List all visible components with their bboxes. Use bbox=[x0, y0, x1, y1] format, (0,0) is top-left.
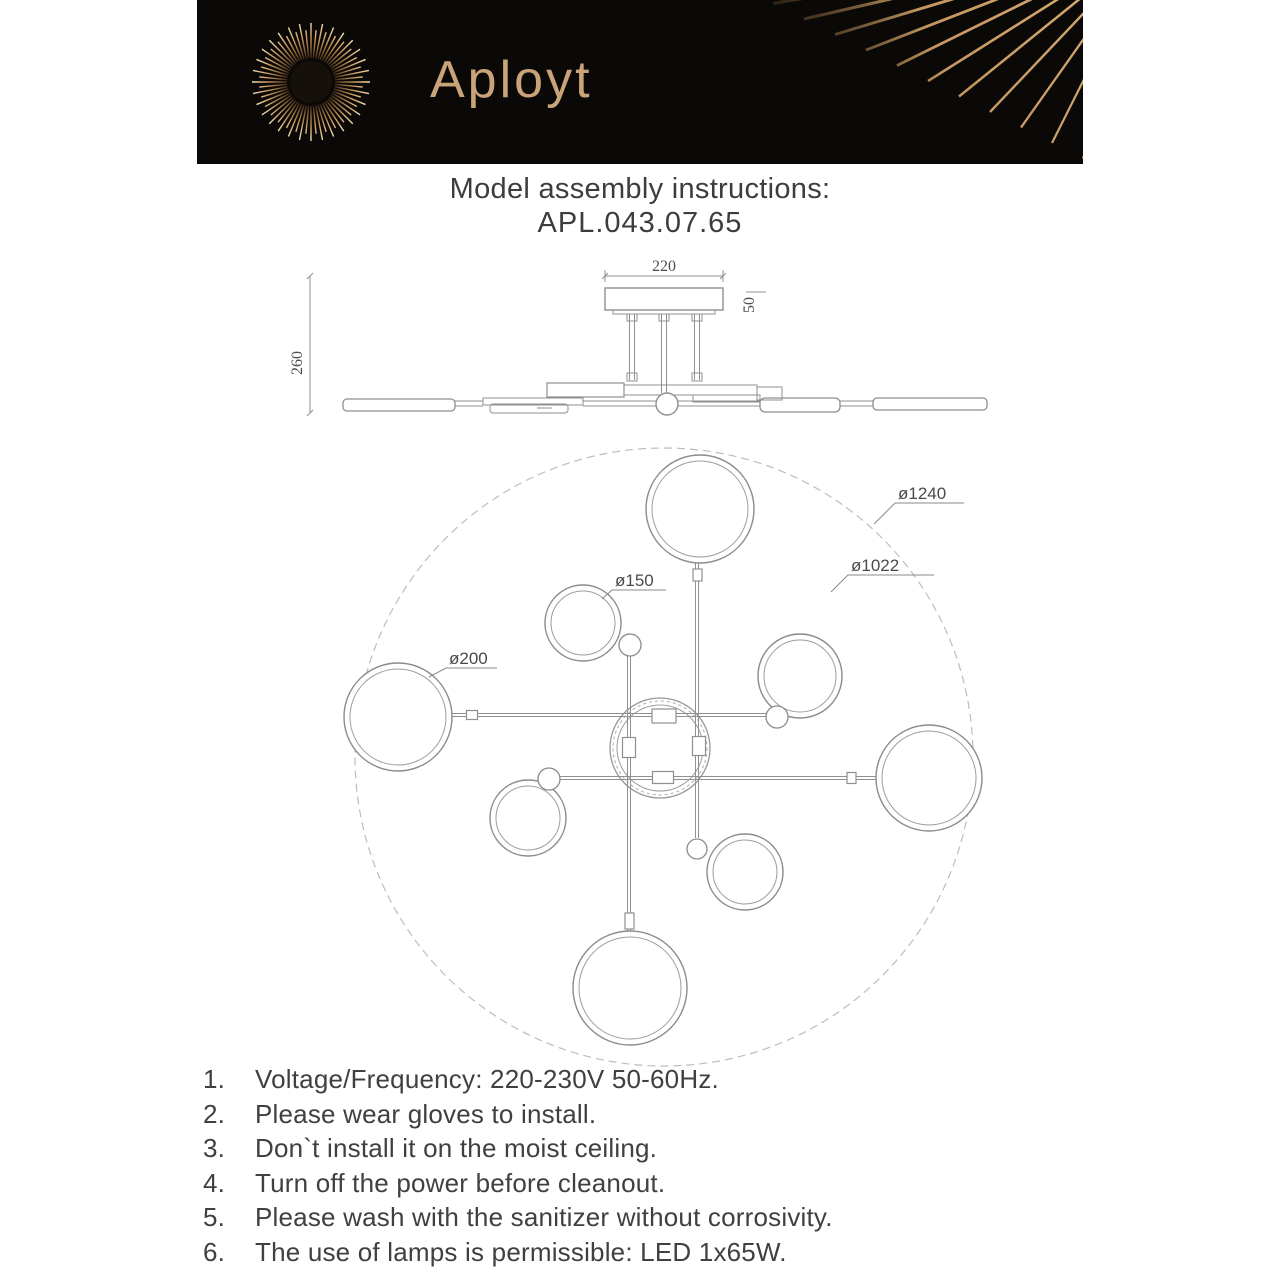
dim-width-label: 220 bbox=[652, 258, 676, 275]
lamp-rings bbox=[344, 455, 982, 1045]
instruction-text: Please wear gloves to install. bbox=[255, 1098, 597, 1129]
instruction-number: 4. bbox=[203, 1167, 226, 1198]
instruction-number: 6. bbox=[203, 1236, 226, 1267]
label-arm-circle-diameter: ø1022 bbox=[851, 556, 900, 575]
instruction-text: Please wash with the sanitizer without corrosivity. bbox=[255, 1202, 833, 1233]
instruction-item bbox=[203, 1062, 1203, 1097]
sunburst-logo-icon bbox=[235, 6, 387, 158]
page-title: Model assembly instructions: bbox=[449, 173, 831, 205]
instruction-item bbox=[203, 1097, 1203, 1132]
brand-wordmark: Aployt bbox=[430, 51, 593, 109]
brand-header bbox=[197, 0, 1083, 164]
instruction-number: 1. bbox=[203, 1064, 226, 1094]
instruction-text: Don`t install it on the moist ceiling. bbox=[255, 1133, 658, 1164]
instruction-item bbox=[203, 1235, 1203, 1270]
instruction-text: The use of lamps is permissible: LED 1x65W. bbox=[255, 1236, 787, 1267]
instruction-number: 2. bbox=[203, 1098, 226, 1129]
instruction-text: Voltage/Frequency: 220-230V 50-60Hz. bbox=[255, 1064, 719, 1094]
label-outer-diameter: ø1240 bbox=[898, 484, 947, 503]
side-view-drawing bbox=[280, 253, 1000, 435]
instruction-item bbox=[203, 1131, 1203, 1166]
dim-canopy-height-label: 50 bbox=[741, 297, 758, 313]
label-medium-ring-diameter: ø200 bbox=[449, 649, 488, 668]
instructions-list bbox=[203, 1062, 1203, 1270]
instruction-text: Turn off the power before cleanout. bbox=[255, 1167, 666, 1198]
instruction-item bbox=[203, 1166, 1203, 1201]
title-block bbox=[0, 172, 1280, 240]
instruction-item bbox=[203, 1200, 1203, 1235]
model-number: APL.043.07.65 bbox=[537, 207, 743, 239]
plan-view-drawing bbox=[330, 440, 1000, 1075]
instruction-number: 3. bbox=[203, 1133, 226, 1164]
instruction-number: 5. bbox=[203, 1202, 226, 1233]
label-small-ring-diameter: ø150 bbox=[615, 571, 654, 590]
dim-drop-height-label: 260 bbox=[289, 351, 306, 375]
